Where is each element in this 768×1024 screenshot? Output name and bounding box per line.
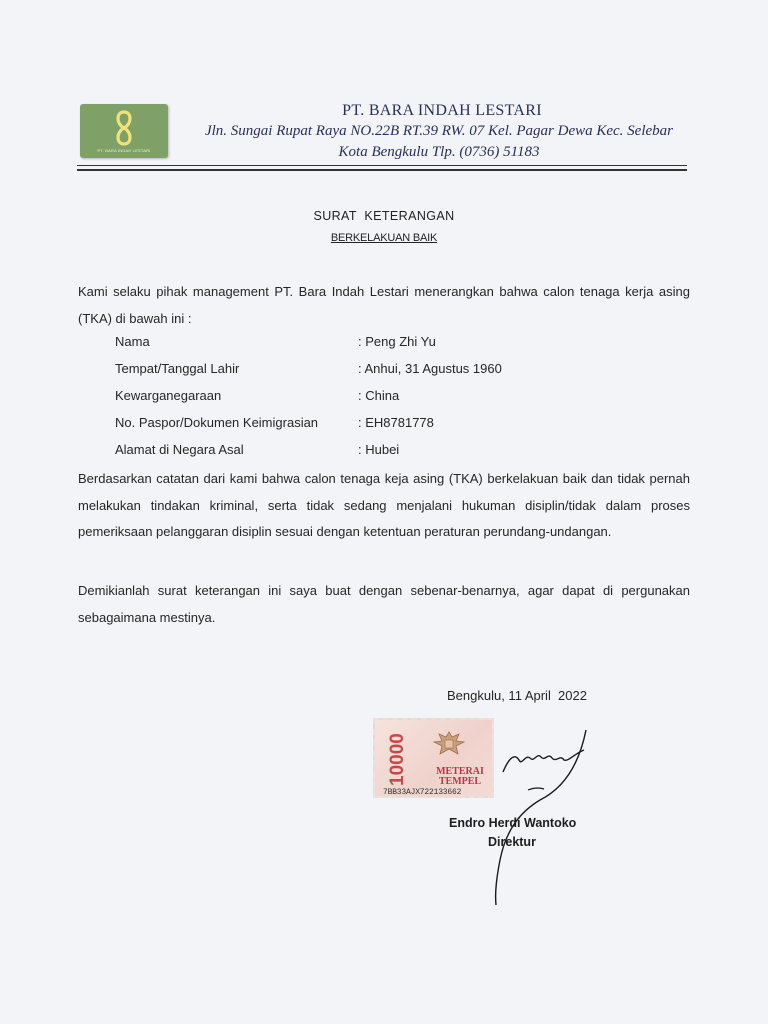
document-title: SURAT KETERANGAN <box>313 209 455 223</box>
logo-caption: PT. BARA INDAH LESTARI <box>97 148 151 153</box>
statement-paragraph: Berdasarkan catatan dari kami bahwa calon tenaga keja asing (TKA) berkelakuan baik dan tidak pernah melakukan tindakan kriminal, serta tidak sedang menjalani hukuman disiplin/tidak dalam proses pemeriksaan pelanggaran disiplin sesuai dengan ketentuan peraturan perundang-undangan. <box>78 471 690 539</box>
closing-paragraph: Demikianlah surat keterangan ini saya buat dengan sebenar-benarnya, agar dapat di pergunakan sebagaimana mestinya. <box>78 583 690 625</box>
detail-label: Kewarganegaraan <box>115 388 222 403</box>
detail-value: : Anhui, 31 Agustus 1960 <box>358 361 502 376</box>
detail-label: Nama <box>115 334 150 349</box>
signer-title: Direktur <box>488 835 536 849</box>
detail-label: Tempat/Tanggal Lahir <box>115 361 240 376</box>
detail-label: Alamat di Negara Asal <box>115 442 244 457</box>
detail-value: : Peng Zhi Yu <box>358 334 436 349</box>
document-subtitle: BERKELAKUAN BAIK <box>330 232 438 244</box>
stamp-value: 10000 <box>387 733 408 786</box>
detail-value: : China <box>358 388 400 403</box>
address-line-2: Kota Bengkulu Tlp. (0736) 51183 <box>338 144 540 160</box>
company-name: PT. BARA INDAH LESTARI <box>342 102 542 119</box>
intro-paragraph: Kami selaku pihak management PT. Bara Indah Lestari menerangkan bahwa calon tenaga kerja asing (TKA) di bawah ini : <box>78 284 690 326</box>
detail-label: No. Paspor/Dokumen Keimigrasian <box>115 415 319 430</box>
place-date: Bengkulu, 11 April 2022 <box>447 688 587 703</box>
stamp-label-line-1: METERAI <box>436 766 484 777</box>
address-line-1: Jln. Sungai Rupat Raya NO.22B RT.39 RW. 07 Kel. Pagar Dewa Kec. Selebar <box>204 123 673 139</box>
detail-value: : EH8781778 <box>358 415 434 430</box>
stamp-label-line-2: TEMPEL <box>438 776 482 787</box>
detail-value: : Hubei <box>358 442 400 457</box>
stamp-serial: 7BB33AJX722133662 <box>383 788 462 797</box>
signer-name: Endro Herdi Wantoko <box>449 816 577 830</box>
